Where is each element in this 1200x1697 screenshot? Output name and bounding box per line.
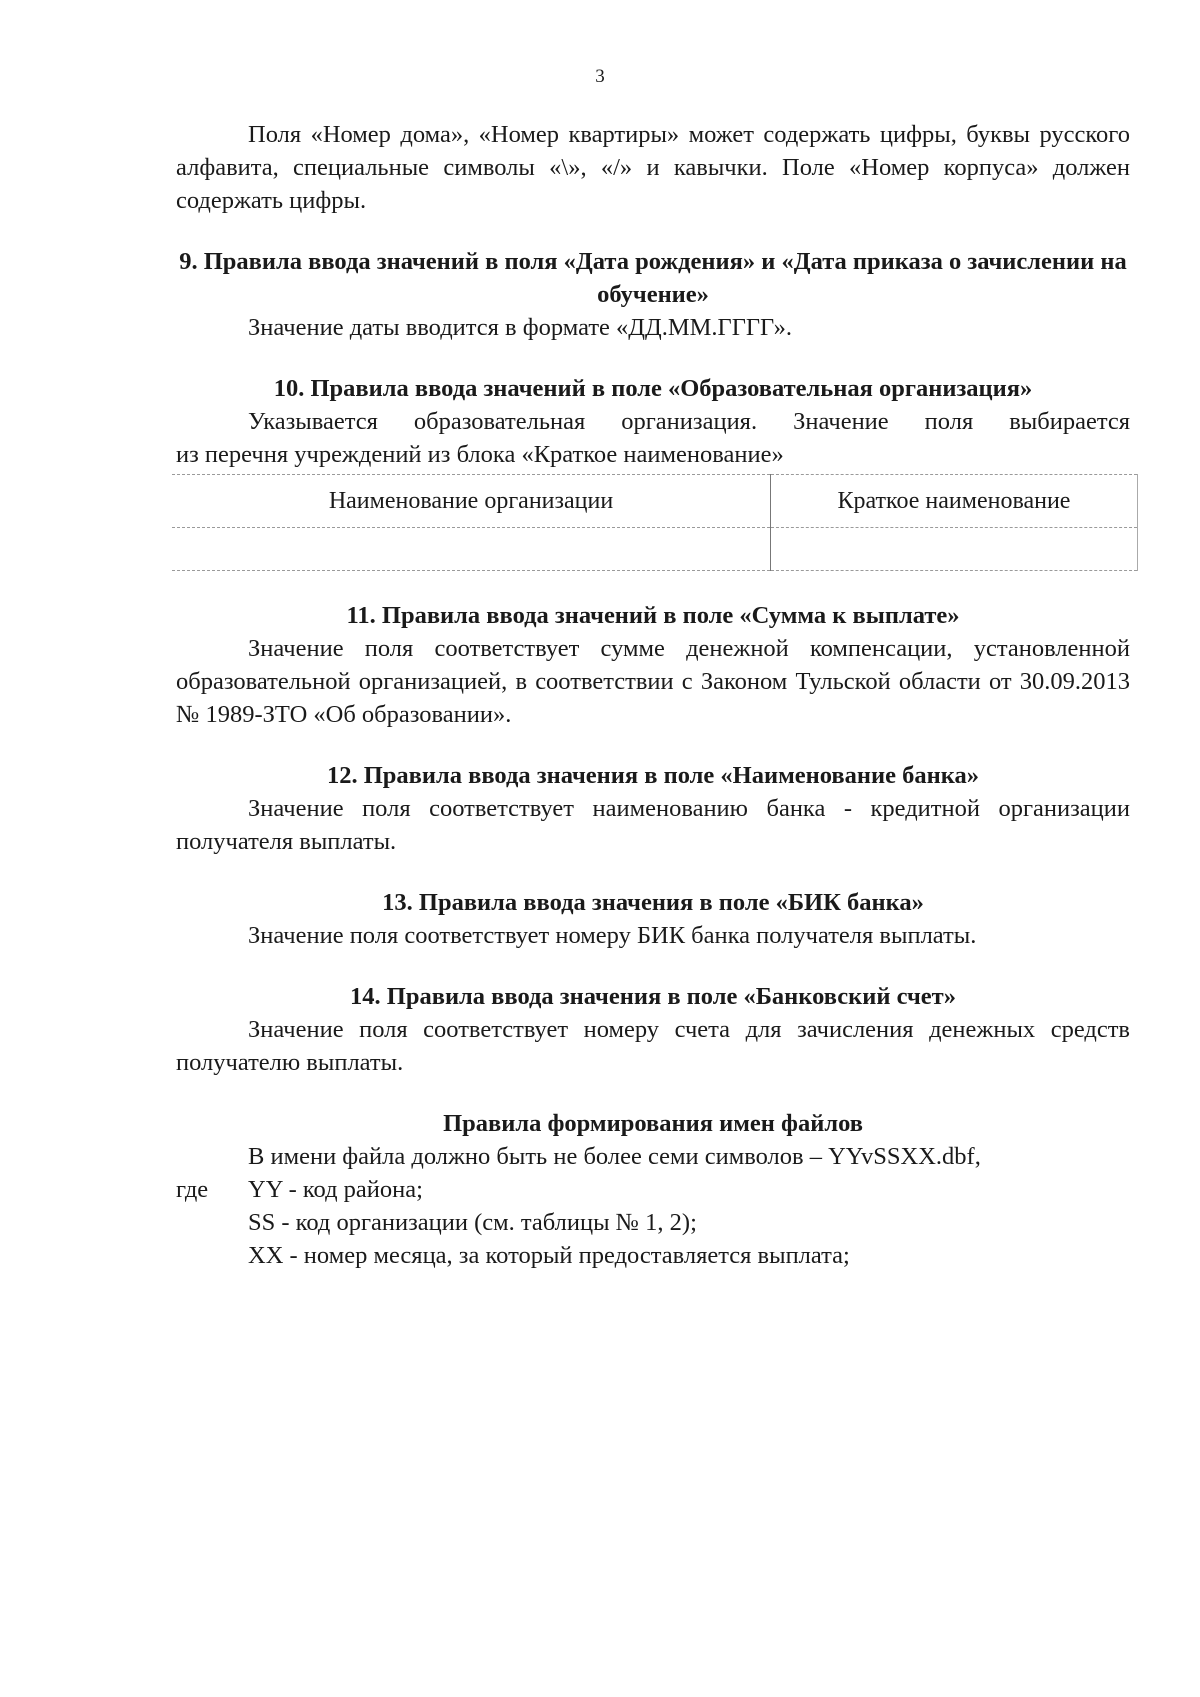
organization-table bbox=[172, 474, 1138, 571]
file-rules-line2: YY - код района; bbox=[248, 1176, 423, 1203]
section-14-title: 14. Правила ввода значения в поле «Банковский счет» bbox=[350, 983, 956, 1010]
table-cell-short-name bbox=[771, 528, 1138, 571]
table-header-row bbox=[172, 475, 1138, 528]
section-10-text-line2: из перечня учреждений из блока «Краткое наименование» bbox=[176, 441, 784, 468]
table-header-org-name: Наименование организации bbox=[172, 475, 771, 528]
file-rules-line1: В имени файла должно быть не более семи символов – YYvSSXX.dbf, bbox=[248, 1143, 981, 1170]
table-header-short-name: Краткое наименование bbox=[771, 475, 1138, 528]
file-rules-title: Правила формирования имен файлов bbox=[443, 1110, 863, 1137]
document-body bbox=[176, 118, 1130, 1272]
section-9-text: Значение даты вводится в формате «ДД.ММ.ГГГГ». bbox=[248, 314, 792, 341]
section-11-title: 11. Правила ввода значений в поле «Сумма к выплате» bbox=[346, 602, 960, 629]
section-11-text: Значение поля соответствует сумме денежной компенсации, установленной образовательной организацией, в соответствии с Законом Тульской области от 30.09.2013 № 1989-ЗТО «Об образовании». bbox=[176, 635, 1130, 728]
file-rules-where: где bbox=[176, 1176, 209, 1203]
section-13-title: 13. Правила ввода значения в поле «БИК банка» bbox=[382, 889, 924, 916]
intro-paragraph: Поля «Номер дома», «Номер квартиры» может содержать цифры, буквы русского алфавита, специальные символы «\», «/» и кавычки. Поле «Номер корпуса» должен содержать цифры. bbox=[176, 121, 1130, 214]
section-14-text: Значение поля соответствует номеру счета для зачисления денежных средств получателю выплаты. bbox=[176, 1016, 1130, 1076]
table-row bbox=[172, 528, 1138, 571]
section-9-title: 9. Правила ввода значений в поля «Дата рождения» и «Дата приказа о зачислении на обучение» bbox=[179, 248, 1127, 308]
file-rules-list bbox=[176, 1140, 1130, 1272]
page-number: 3 bbox=[595, 66, 605, 87]
table-cell-org-name bbox=[172, 528, 771, 571]
file-rules-line4: XX - номер месяца, за который предоставляется выплата; bbox=[248, 1242, 850, 1269]
section-10-text-line1: Указывается образовательная организация. Значение поля выбирается bbox=[248, 408, 1130, 435]
section-10-title: 10. Правила ввода значений в поле «Образовательная организация» bbox=[273, 375, 1033, 402]
section-12-text: Значение поля соответствует наименованию банка - кредитной организации получателя выплаты. bbox=[176, 795, 1130, 855]
file-rules-line3: SS - код организации (см. таблицы № 1, 2); bbox=[248, 1209, 697, 1236]
section-12-title: 12. Правила ввода значения в поле «Наименование банка» bbox=[326, 762, 979, 789]
section-13-text: Значение поля соответствует номеру БИК банка получателя выплаты. bbox=[248, 922, 977, 949]
